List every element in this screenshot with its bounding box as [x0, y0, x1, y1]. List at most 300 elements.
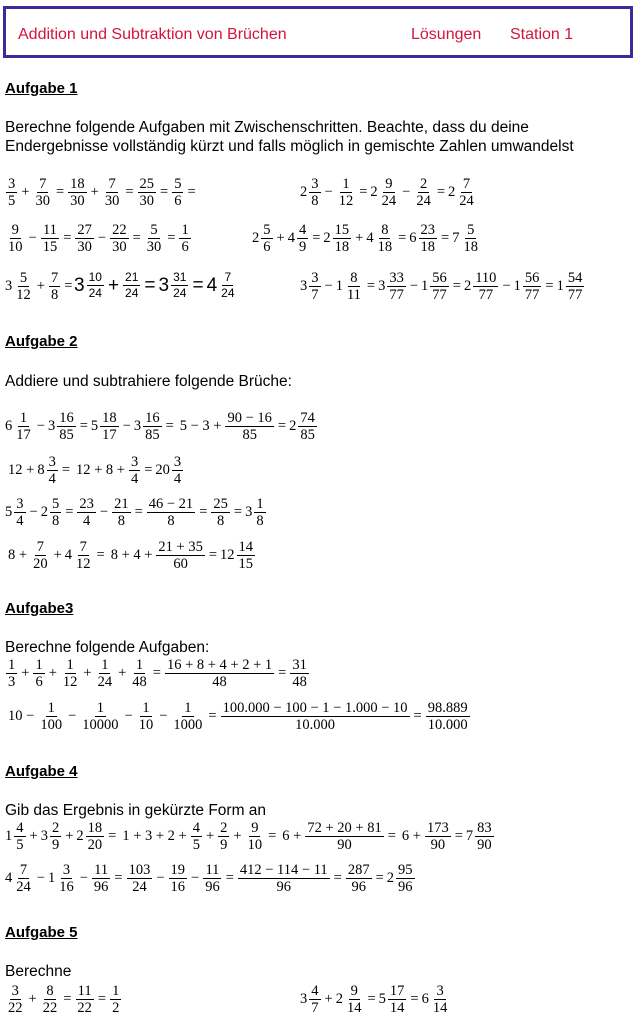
denominator: 24 — [132, 879, 147, 895]
operator: − — [122, 418, 131, 434]
task-4-heading: Aufgabe 4 — [5, 763, 78, 780]
denominator: 24 — [459, 193, 474, 209]
numerator: 18 — [102, 410, 117, 426]
denominator: 8 — [167, 513, 175, 529]
operator: + — [53, 547, 62, 563]
fraction — [112, 496, 131, 529]
operator: = — [134, 504, 143, 520]
fraction — [380, 176, 399, 209]
denominator: 14 — [346, 1000, 362, 1016]
fraction — [14, 862, 33, 895]
operator: − — [124, 708, 133, 724]
numerator: 54 — [567, 270, 583, 286]
operator: − — [159, 708, 168, 724]
mixed-number — [323, 222, 352, 255]
whole-part: 2 — [300, 184, 308, 200]
denominator: 8 — [311, 193, 319, 209]
operator: − — [97, 230, 107, 246]
operator: + — [21, 665, 30, 681]
denominator: 30 — [139, 193, 154, 209]
equation-4b — [5, 862, 416, 895]
numerator: 3 — [11, 983, 19, 999]
denominator: 16 — [59, 879, 74, 895]
fraction — [129, 454, 140, 487]
fraction — [33, 657, 44, 690]
operator: = — [97, 991, 107, 1007]
fraction — [396, 862, 415, 895]
mixed-number — [452, 222, 481, 255]
whole-part: 3 — [74, 274, 85, 296]
whole-part: 2 — [463, 278, 472, 294]
whole-part: 7 — [465, 828, 474, 844]
numerator: 11 — [205, 862, 220, 878]
denominator: 30 — [104, 193, 120, 209]
whole-part: 6 — [5, 418, 13, 434]
denominator: 8 — [50, 287, 59, 303]
operator: = — [225, 870, 234, 886]
equation-1d — [252, 222, 481, 255]
operator: = — [413, 708, 422, 724]
operator: = — [233, 504, 243, 520]
operator: = — [398, 230, 407, 246]
mixed-number — [91, 410, 120, 443]
whole-part: 1 — [513, 278, 521, 294]
whole-part: 8 — [37, 462, 45, 478]
task-2-instruction: Addiere und subtrahiere folgende Brüche: — [5, 373, 292, 390]
denominator: 100 — [40, 717, 63, 733]
whole-part: 1 — [5, 828, 13, 844]
denominator: 20 — [87, 837, 103, 853]
denominator: 77 — [478, 287, 494, 303]
mixed-number — [464, 270, 499, 303]
numerator: 2 — [51, 820, 60, 836]
operator: = — [167, 230, 176, 246]
operator: = — [199, 504, 208, 520]
operator: = — [152, 665, 161, 681]
equation-2d — [5, 539, 256, 572]
numerator: 1 — [135, 657, 144, 673]
denominator: 4 — [130, 471, 139, 487]
fraction — [50, 496, 61, 529]
task-5-heading: Aufgabe 5 — [5, 924, 78, 941]
mixed-number — [288, 222, 310, 255]
denominator: 10 — [8, 239, 23, 255]
equation-3b — [5, 700, 471, 733]
numerator: 8 — [381, 222, 389, 238]
numerator: 3 — [173, 454, 182, 470]
numerator: 10 — [88, 270, 102, 284]
numerator: 5 — [263, 222, 271, 238]
numerator: 3 — [436, 983, 444, 999]
numerator: 3 — [8, 176, 16, 192]
denominator: 4 — [173, 471, 182, 487]
numerator: 31 — [292, 657, 307, 673]
denominator: 5 — [8, 193, 16, 209]
denominator: 18 — [377, 239, 393, 255]
numerator: 100.000 − 100 − 1 − 1.000 − 10 — [222, 700, 408, 716]
numerator: 21 + 35 — [158, 539, 203, 555]
numerator: 4 — [311, 983, 319, 999]
mixed-number — [41, 820, 63, 853]
numerator: 1 — [8, 657, 16, 673]
term-text: 5 − 3 + — [179, 418, 222, 434]
numerator: 7 — [36, 539, 44, 555]
denominator: 2 — [112, 1000, 120, 1016]
numerator: 5 — [174, 176, 182, 192]
task-2-heading: Aufgabe 2 — [5, 333, 78, 350]
numerator: 7 — [19, 862, 28, 878]
fraction — [172, 454, 183, 487]
equation-1a — [5, 176, 199, 209]
task-1-instruction-line-1: Berechne folgende Aufgaben mit Zwischenschritten. Beachte, dass du deine — [5, 119, 529, 136]
fraction — [92, 862, 111, 895]
operator: = — [55, 184, 65, 200]
fraction — [33, 176, 52, 209]
fraction — [68, 176, 87, 209]
fraction — [337, 176, 356, 209]
mixed-number — [48, 410, 77, 443]
denominator: 4 — [48, 471, 56, 487]
operator: = — [312, 230, 321, 246]
operator: = — [63, 991, 72, 1007]
operator: + — [90, 184, 99, 200]
denominator: 24 — [125, 286, 139, 300]
numerator: 7 — [224, 270, 232, 284]
denominator: 12 — [338, 193, 354, 209]
numerator: 3 — [62, 862, 71, 878]
term-text: 6 + — [282, 828, 302, 844]
mixed-number — [379, 983, 408, 1016]
denominator: 7 — [311, 1000, 319, 1016]
fraction — [61, 657, 80, 690]
equation-2b — [5, 454, 184, 487]
numerator: 8 — [46, 983, 54, 999]
operator: + — [118, 665, 127, 681]
whole-part: 2 — [289, 418, 297, 434]
mixed-number — [448, 176, 477, 209]
denominator: 4 — [83, 513, 91, 529]
numerator: 5 — [150, 222, 158, 238]
numerator: 3 — [48, 454, 56, 470]
equation-2a — [5, 410, 318, 443]
operator: = — [359, 184, 368, 200]
numerator: 83 — [477, 820, 492, 836]
solutions-label: Lösungen — [411, 26, 482, 43]
numerator: 7 — [108, 176, 116, 192]
numerator: 9 — [11, 222, 19, 238]
fraction — [147, 496, 195, 529]
fraction — [254, 496, 265, 529]
denominator: 8 — [117, 513, 125, 529]
fraction — [87, 270, 104, 301]
numerator: 18 — [87, 820, 103, 836]
fraction — [41, 222, 60, 255]
denominator: 6 — [35, 674, 43, 690]
operator: + — [83, 665, 92, 681]
mixed-number — [300, 983, 322, 1016]
operator: = — [144, 462, 153, 478]
denominator: 24 — [97, 674, 113, 690]
whole-part: 12 — [220, 547, 235, 563]
term-text: 6 + — [401, 828, 421, 844]
operator: = — [278, 665, 287, 681]
whole-part: 3 — [40, 828, 48, 844]
operator: − — [156, 870, 165, 886]
whole-part: 3 — [5, 278, 13, 294]
numerator: 33 — [389, 270, 404, 286]
whole-part: 3 — [158, 274, 170, 296]
numerator: 56 — [524, 270, 540, 286]
numerator: 3 — [311, 270, 319, 286]
fraction — [57, 410, 76, 443]
mixed-number — [5, 410, 34, 443]
fraction — [191, 820, 202, 853]
operator: + — [65, 828, 74, 844]
operator: = — [63, 230, 72, 246]
whole-part: 4 — [64, 547, 72, 563]
denominator: 90 — [430, 837, 446, 853]
fraction — [345, 270, 363, 303]
whole-part: 4 — [206, 274, 218, 296]
operator: = — [277, 418, 287, 434]
numerator: 31 — [173, 270, 187, 284]
denominator: 10.000 — [295, 717, 335, 733]
mixed-number — [378, 270, 407, 303]
mixed-number — [387, 862, 416, 895]
operator: + — [107, 274, 120, 296]
denominator: 30 — [77, 239, 92, 255]
numerator: 1 — [96, 700, 104, 716]
whole-part: 2 — [252, 230, 260, 246]
fraction — [14, 410, 33, 443]
denominator: 8 — [51, 513, 60, 529]
fraction — [426, 700, 470, 733]
operator: + — [355, 230, 364, 246]
denominator: 8 — [217, 513, 225, 529]
denominator: 24 — [416, 193, 431, 209]
fraction — [211, 496, 230, 529]
fraction — [419, 222, 438, 255]
whole-part: 2 — [335, 991, 343, 1007]
numerator: 1 — [47, 700, 55, 716]
numerator: 1 — [181, 222, 189, 238]
operator: = — [64, 278, 73, 294]
numerator: 110 — [475, 270, 497, 286]
denominator: 20 — [33, 556, 48, 572]
operator: = — [375, 870, 384, 886]
fraction — [103, 176, 122, 209]
denominator: 12 — [16, 287, 31, 303]
denominator: 5 — [16, 837, 24, 853]
numerator: 3 — [130, 454, 139, 470]
denominator: 24 — [221, 286, 235, 300]
denominator: 30 — [112, 239, 127, 255]
fraction — [127, 862, 153, 895]
fraction — [31, 539, 50, 572]
station-label: Station 1 — [510, 26, 574, 43]
numerator: 1 — [256, 496, 264, 512]
numerator: 2 — [419, 176, 428, 192]
operator: + — [276, 230, 285, 246]
mixed-number — [220, 539, 256, 572]
numerator: 17 — [389, 983, 405, 999]
fraction — [218, 820, 229, 853]
fraction — [123, 270, 140, 301]
operator: = — [441, 230, 450, 246]
denominator: 17 — [102, 427, 117, 443]
whole-part: 5 — [378, 991, 386, 1007]
fraction — [523, 270, 542, 303]
fraction — [6, 176, 17, 209]
fraction — [143, 410, 162, 443]
operator: = — [61, 462, 70, 478]
task-5-instruction: Berechne — [5, 963, 72, 980]
fraction — [171, 700, 204, 733]
fraction — [6, 983, 25, 1016]
fraction — [457, 176, 476, 209]
numerator: 1 — [19, 410, 28, 426]
fraction — [346, 862, 372, 895]
numerator: 8 — [350, 270, 358, 286]
mixed-number — [336, 270, 364, 303]
numerator: 21 — [125, 270, 139, 284]
fraction — [203, 862, 222, 895]
fraction — [237, 539, 256, 572]
operator: − — [36, 418, 45, 434]
numerator: 7 — [50, 270, 59, 286]
term-text: 8 + — [8, 547, 28, 563]
mixed-number — [557, 270, 586, 303]
denominator: 30 — [146, 239, 162, 255]
mixed-number — [48, 862, 77, 895]
denominator: 10000 — [82, 717, 119, 733]
equation-1c — [5, 222, 192, 255]
numerator: 287 — [347, 862, 370, 878]
denominator: 9 — [220, 837, 228, 853]
whole-part: 3 — [245, 504, 253, 520]
operator: = — [545, 278, 554, 294]
whole-part: 20 — [155, 462, 170, 478]
equation-1b — [300, 176, 477, 209]
fraction — [50, 820, 61, 853]
operator: − — [324, 184, 333, 200]
operator: = — [333, 870, 342, 886]
mixed-number — [5, 862, 34, 895]
whole-part: 5 — [90, 418, 99, 434]
numerator: 9 — [385, 176, 393, 192]
fraction — [169, 862, 188, 895]
denominator: 10 — [247, 837, 263, 853]
fraction — [225, 410, 273, 443]
numerator: 3 — [311, 176, 319, 192]
operator: = — [79, 418, 88, 434]
fraction — [86, 820, 105, 853]
mixed-number — [409, 222, 438, 255]
whole-part: 2 — [370, 184, 378, 200]
denominator: 77 — [524, 287, 540, 303]
whole-part: 5 — [5, 504, 13, 520]
equation-5a — [5, 983, 122, 1016]
fraction — [297, 222, 308, 255]
operator: = — [96, 547, 105, 563]
mixed-number — [5, 820, 27, 853]
denominator: 18 — [334, 239, 350, 255]
numerator: 5 — [467, 222, 475, 238]
operator: = — [108, 828, 117, 844]
denominator: 85 — [242, 427, 257, 443]
numerator: 25 — [213, 496, 228, 512]
operator: = — [192, 274, 204, 296]
denominator: 96 — [398, 879, 413, 895]
fraction — [414, 176, 433, 209]
whole-part: 1 — [556, 278, 564, 294]
denominator: 77 — [432, 287, 447, 303]
task-1-instruction-line-2: Endergebnisse vollständig kürzt und falls möglich in gemischte Zahlen umwandelst — [5, 138, 574, 155]
operator: + — [29, 828, 38, 844]
whole-part: 4 — [287, 230, 295, 246]
numerator: 9 — [350, 983, 358, 999]
whole-part: 3 — [47, 418, 56, 434]
operator: − — [402, 184, 411, 200]
fraction — [309, 176, 320, 209]
denominator: 60 — [173, 556, 188, 572]
fraction — [172, 176, 183, 209]
denominator: 1000 — [173, 717, 203, 733]
numerator: 7 — [79, 539, 87, 555]
numerator: 72 + 20 + 81 — [307, 820, 382, 836]
numerator: 18 — [70, 176, 85, 192]
whole-part: 6 — [409, 230, 417, 246]
operator: = — [208, 547, 218, 563]
fraction — [261, 222, 272, 255]
fraction — [145, 222, 164, 255]
denominator: 48 — [292, 674, 307, 690]
fraction — [6, 222, 25, 255]
fraction — [75, 983, 94, 1016]
denominator: 6 — [181, 239, 189, 255]
denominator: 10 — [138, 717, 154, 733]
denominator: 24 — [16, 879, 31, 895]
denominator: 18 — [463, 239, 478, 255]
denominator: 48 — [132, 674, 147, 690]
fraction — [219, 270, 236, 301]
mixed-number — [422, 983, 451, 1016]
mixed-number — [65, 539, 94, 572]
equation-1f — [300, 270, 585, 303]
whole-part: 1 — [335, 278, 343, 294]
operator: + — [21, 184, 30, 200]
fraction — [47, 454, 58, 487]
numerator: 3 — [16, 496, 24, 512]
denominator: 4 — [16, 513, 24, 529]
fraction — [425, 820, 451, 853]
operator: = — [114, 870, 123, 886]
mixed-number — [466, 820, 495, 853]
denominator: 90 — [477, 837, 492, 853]
denominator: 14 — [432, 1000, 448, 1016]
mixed-number — [155, 454, 184, 487]
fraction — [80, 700, 120, 733]
mixed-number — [5, 496, 27, 529]
fraction — [96, 657, 115, 690]
fraction — [171, 270, 188, 301]
worksheet-header — [3, 6, 633, 58]
numerator: 2 — [220, 820, 228, 836]
denominator: 22 — [77, 1000, 92, 1016]
mixed-number — [421, 270, 450, 303]
fraction — [179, 222, 190, 255]
operator: = — [144, 274, 156, 296]
